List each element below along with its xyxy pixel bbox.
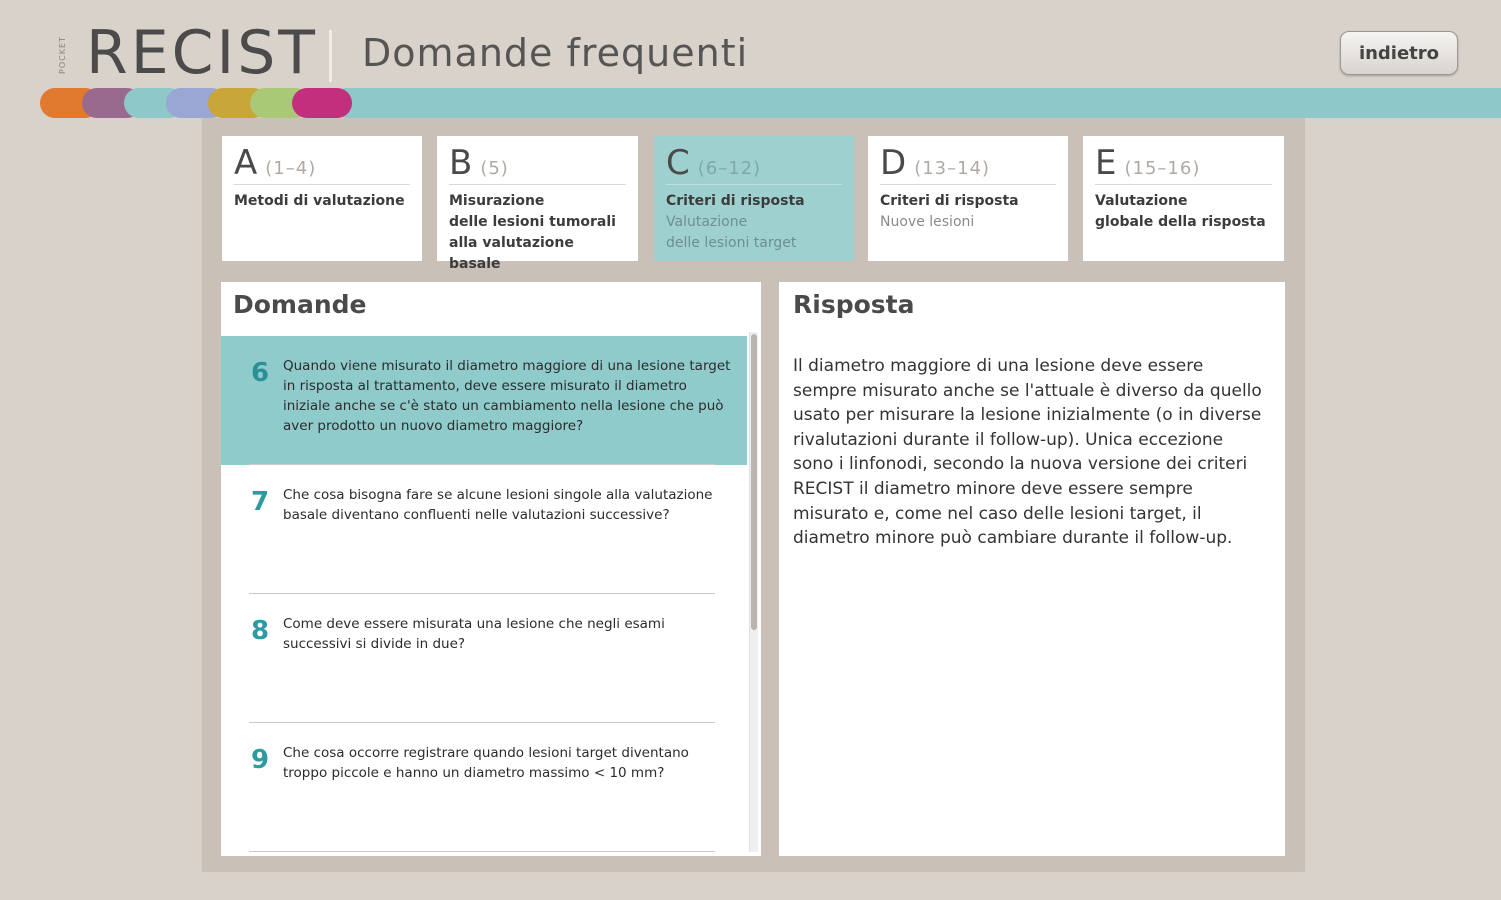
question-item-7[interactable] — [221, 465, 747, 594]
tab-header — [234, 144, 410, 185]
tab-header — [666, 144, 842, 185]
tab-label-3: alla valutazione basale — [449, 235, 574, 272]
tab-label-2: delle lesioni tumorali — [449, 214, 616, 230]
questions-scrollbar[interactable] — [749, 332, 758, 852]
question-number: 6 — [251, 358, 270, 388]
tab-label: Valutazione — [1095, 193, 1188, 209]
tab-label-2: Valutazione — [666, 214, 748, 230]
tab-label: Criteri di risposta — [880, 193, 1019, 209]
question-number: 9 — [251, 745, 270, 775]
tab-range: (1–4) — [265, 158, 317, 179]
tab-letter: D — [880, 143, 907, 183]
category-tab-a[interactable] — [222, 136, 422, 261]
question-item-6[interactable] — [221, 336, 747, 465]
tab-label-3: delle lesioni target — [666, 235, 797, 251]
tab-letter: B — [449, 143, 473, 183]
tab-label: Misurazione — [449, 193, 545, 209]
question-text: Che cosa bisogna fare se alcune lesioni singole alla valutazione basale diventano confluenti nelle valutazioni successive? — [283, 487, 713, 523]
tab-letter: A — [234, 143, 258, 183]
question-text: Quando viene misurato il diametro maggiore di una lesione target in risposta al trattamento, deve essere misurato il diametro iniziale anche se c'è stato un cambiamento nella lesione che può aver prodotto un nuovo diametro maggiore? — [283, 358, 731, 434]
tab-header — [449, 144, 626, 185]
category-tab-d[interactable] — [868, 136, 1068, 261]
page-title: Domande frequenti — [362, 31, 749, 75]
questions-title: Domande — [233, 290, 367, 319]
question-text: Come deve essere misurata una lesione che negli esami successivi si divide in due? — [283, 616, 665, 652]
back-button[interactable]: indietro — [1340, 31, 1458, 75]
color-pill-7 — [292, 88, 352, 118]
category-tab-c[interactable] — [654, 136, 854, 261]
category-tab-e[interactable] — [1083, 136, 1284, 261]
tab-range: (13–14) — [914, 158, 991, 179]
tab-label: Criteri di risposta — [666, 193, 805, 209]
tab-label: Metodi di valutazione — [234, 193, 405, 209]
app-logo: RECIST — [86, 18, 318, 88]
header-divider — [329, 30, 332, 82]
category-tab-b[interactable] — [437, 136, 638, 272]
brand-pocket-label: POCKET — [57, 36, 67, 74]
question-text: Che cosa occorre registrare quando lesioni target diventano troppo piccole e hanno un diametro massimo < 10 mm? — [283, 745, 689, 781]
tab-range: (6–12) — [697, 158, 762, 179]
tab-header — [1095, 144, 1272, 185]
questions-list[interactable] — [221, 336, 747, 852]
question-number: 7 — [251, 487, 270, 517]
color-bar-track — [332, 88, 1501, 118]
tab-range: (5) — [480, 158, 509, 179]
tab-label-2: globale della risposta — [1095, 214, 1266, 230]
question-item-9[interactable] — [221, 723, 747, 852]
answer-panel — [779, 282, 1285, 856]
tab-header — [880, 144, 1056, 185]
answer-text: Il diametro maggiore di una lesione deve essere sempre misurato anche se l'attuale è diverso da quello usato per misurare la lesione inizialmente (o in diverse rivalutazioni durante il follow-up). Unica eccezione sono i linfonodi, secondo la nuova versione dei criteri RECIST il diametro minore deve essere sempre misurato e, come nel caso delle lesioni target, il diametro minore può cambiare durante il follow-up. — [793, 356, 1262, 549]
tab-label-2: Nuove lesioni — [880, 214, 975, 230]
tab-letter: C — [666, 143, 690, 183]
scrollbar-thumb[interactable] — [751, 334, 757, 630]
section-color-bar — [40, 88, 1501, 118]
question-number: 8 — [251, 616, 270, 646]
tab-range: (15–16) — [1124, 158, 1201, 179]
question-item-8[interactable] — [221, 594, 747, 723]
question-divider — [249, 851, 715, 852]
tab-letter: E — [1095, 143, 1117, 183]
answer-title: Risposta — [793, 290, 915, 319]
questions-panel — [221, 282, 761, 856]
